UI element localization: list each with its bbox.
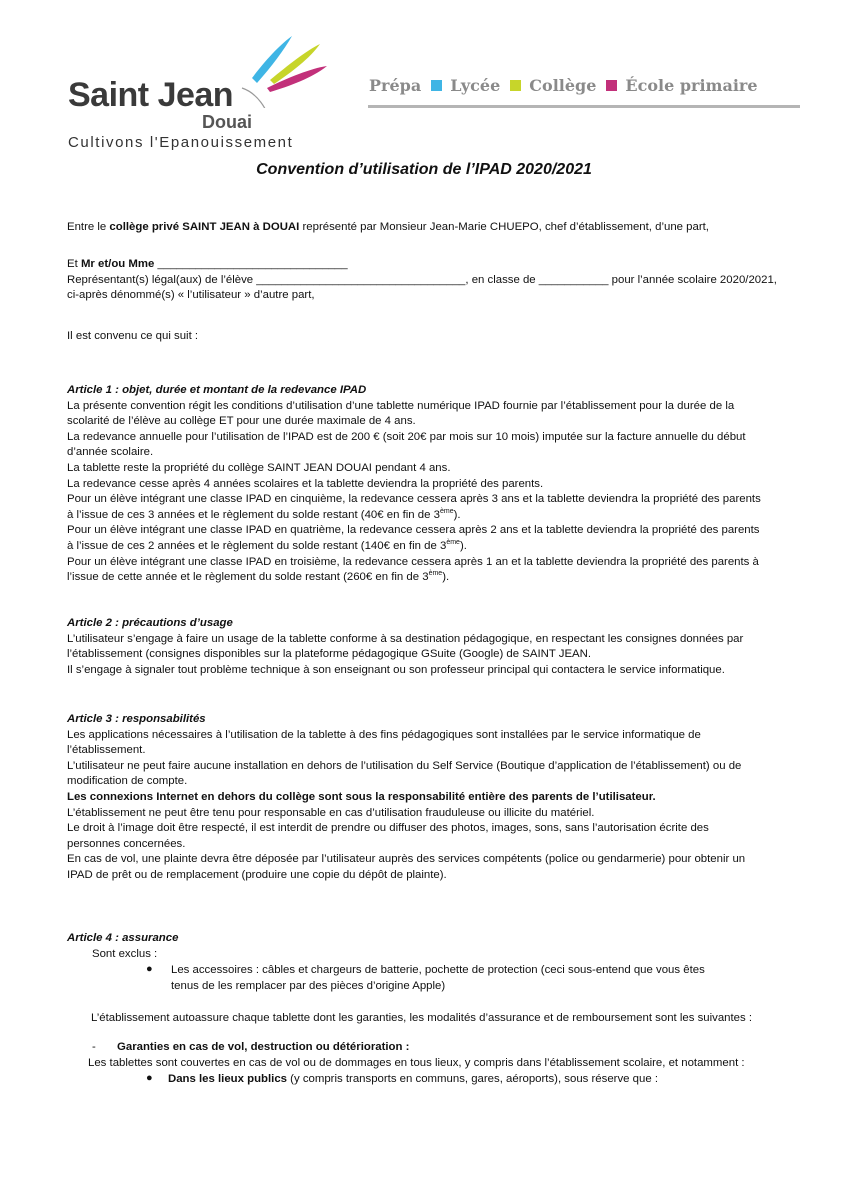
level-square-icon (431, 80, 442, 91)
article-1 (67, 383, 787, 586)
article-line-bold: Les connexions Internet en dehors du collège sont sous la responsabilité entière des parents de l’utilisateur. (67, 790, 656, 803)
article-line: La redevance annuelle pour l’utilisation de l’IPAD est de 200 € (soit 20€ par mois sur 10 mois) imputée sur la facture annuelle du début (67, 430, 746, 443)
article-line: Il s’engage à signaler tout problème technique à son enseignant ou son professeur principal qui contactera le service informatique. (67, 663, 725, 676)
level-college: Collège (529, 76, 597, 95)
article-3 (67, 712, 787, 884)
article-line: Les applications nécessaires à l’utilisation de la tablette à des fins pédagogiques sont installées par le service informatique de (67, 728, 701, 741)
article-line: La tablette reste la propriété du collège SAINT JEAN DOUAI pendant 4 ans. (67, 461, 451, 474)
article-line: à l’issue de ces 2 années et le règlement du solde restant (140€ en fin de 3ème). (67, 539, 467, 552)
intro-signatories (67, 257, 787, 304)
article-line: scolarité de l’élève au collège ET pour une durée maximale de 4 ans. (67, 415, 416, 428)
bullet-icon: ● (146, 1072, 153, 1084)
logo-tagline: Cultivons l'Epanouissement (68, 134, 294, 151)
article-line: personnes concernées. (67, 837, 186, 850)
article-line: En cas de vol, une plainte devra être déposée par l’utilisateur auprès des services compétents (police ou gendarmerie) pour obtenir un (67, 853, 746, 866)
level-lycee: Lycée (450, 76, 501, 95)
article-line: l’issue de cette année et le règlement du solde restant (260€ en fin de 3ème). (67, 570, 450, 584)
article-line: Le droit à l’image doit être respecté, il est interdit de prendre ou diffuser des photos, images, sons, sans l’autorisation écrite des (67, 822, 709, 835)
article-4-heading: Article 4 : assurance (67, 932, 179, 944)
page-title: Convention d’utilisation de l’IPAD 2020/2021 (256, 161, 592, 178)
logo-name: Saint Jean (68, 76, 234, 114)
intro-line: Représentant(s) légal(aux) de l’élève _________________________________, en classe de ___________ pour l’année scolaire 2020/2021, (67, 273, 777, 286)
bullet-icon: ● (146, 963, 153, 975)
intro-parties (67, 220, 787, 236)
level-prepa: Prépa (369, 76, 422, 95)
article-line: l’établissement. (67, 744, 146, 757)
article-line: L’utilisateur s’engage à faire un usage de la tablette conforme à sa destination pédagogique, en respectant les consignes données par (67, 632, 744, 645)
intro-line: Entre le collège privé SAINT JEAN à DOUAI représenté par Monsieur Jean-Marie CHUEPO, chef d’établissement, d’une part, (67, 221, 709, 233)
level-square-icon (510, 80, 521, 91)
logo-city: Douai (202, 112, 253, 132)
article-line: Pour un élève intégrant une classe IPAD en cinquième, la redevance cessera après 3 ans et la tablette deviendra la propriété des parents (67, 493, 761, 506)
self-insurance-text: L’établissement autoassure chaque tablette dont les garanties, les modalités d’assurance et de remboursement sont les suivantes : (91, 1012, 753, 1024)
article-line: modification de compte. (67, 775, 188, 788)
guarantee-heading: Garanties en cas de vol, destruction ou détérioration : (117, 1041, 410, 1053)
article-line: L’établissement ne peut être tenu pour responsable en cas d’utilisation frauduleuse ou illicite du matériel. (67, 806, 595, 819)
article-3-heading: Article 3 : responsabilités (67, 713, 206, 725)
intro-line: Et Mr et/ou Mme ______________________________ (67, 258, 348, 270)
level-ecole-primaire: École primaire (625, 76, 758, 95)
article-line: L’utilisateur ne peut faire aucune installation en dehors de l’utilisation du Self Service (Boutique d’application de l’établissement) ou de (67, 759, 742, 772)
intro-line: ci-après dénommé(s) « l’utilisateur » d’autre part, (67, 289, 315, 302)
school-levels (369, 76, 758, 95)
level-square-icon (606, 80, 617, 91)
school-logo (62, 28, 342, 158)
article-line: La présente convention régit les conditions d’utilisation d’une tablette numérique IPAD fournie par l’établissement pour la durée de la (67, 399, 735, 412)
article-line: Pour un élève intégrant une classe IPAD en quatrième, la redevance cessera après 2 ans et la tablette deviendra la propriété des parents (67, 524, 760, 537)
public-places-item: Dans les lieux publics (y compris transports en communs, gares, aéroports), sous réserve que : (168, 1073, 658, 1085)
article-line: l’établissement (consignes disponibles sur la plateforme pédagogique GSuite (Google) de SAINT JEAN. (67, 648, 592, 661)
coverage-text: Les tablettes sont couvertes en cas de vol ou de dommages en tous lieux, y compris dans l’établissement scolaire, et notamment : (88, 1057, 745, 1069)
article-2-heading: Article 2 : précautions d’usage (67, 617, 233, 629)
article-line: IPAD de prêt ou de remplacement (produire une copie du dépôt de plainte). (67, 868, 447, 881)
article-line: La redevance cesse après 4 années scolaires et la tablette deviendra la propriété des parents. (67, 477, 544, 490)
intro-agreement: Il est convenu ce qui suit : (67, 330, 199, 342)
excluded-label: Sont exclus : (92, 948, 158, 960)
article-1-heading: Article 1 : objet, durée et montant de la redevance IPAD (67, 384, 367, 396)
excluded-item: Les accessoires : câbles et chargeurs de batterie, pochette de protection (ceci sous-entend que vous êtes tenus de les remplacer par des pièces d’origine Apple) (171, 964, 705, 992)
article-2 (67, 616, 787, 678)
article-line: d’année scolaire. (67, 446, 154, 459)
dash-bullet: - (92, 1041, 96, 1053)
article-line: Pour un élève intégrant une classe IPAD en troisième, la redevance cessera après 1 an et la tablette deviendra la propriété des parents à (67, 555, 759, 568)
article-line: à l’issue de ces 3 années et le règlement du solde restant (40€ en fin de 3ème). (67, 507, 461, 521)
header-divider (368, 105, 800, 108)
